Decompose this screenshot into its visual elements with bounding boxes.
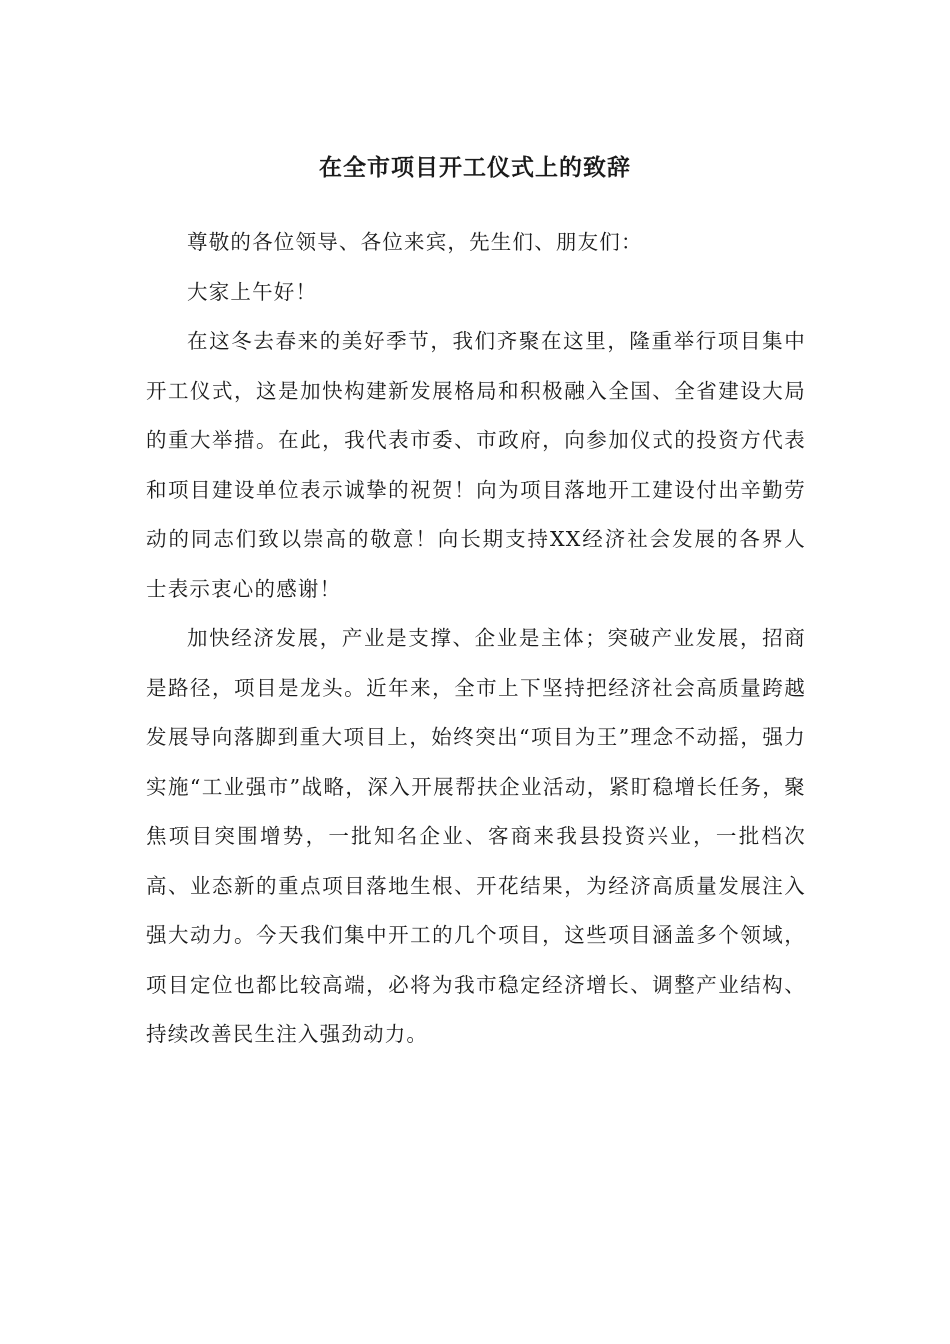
salutation-paragraph: 尊敬的各位领导、各位来宾，先生们、朋友们： — [187, 230, 643, 254]
body-paragraph: 在这冬去春来的美好季节，我们齐聚在这里，隆重举行项目集中开工仪式，这是加快构建新发展格局和积极融入全国、全省建设大局的重大举措。在此，我代表市委、市政府，向参加仪式的投资方代表和项目建设单位表示诚挚的祝贺！向为项目落地开工建设付出辛勤劳动的同志们致以崇高的敬意！向长期支持XX经济社会发展的各界人士表示衷心的感谢！ — [146, 329, 806, 601]
greeting-paragraph: 大家上午好！ — [187, 279, 318, 304]
document-title: 在全市项目开工仪式上的致辞 — [319, 154, 631, 181]
document-body — [146, 218, 806, 1060]
body-paragraph: 加快经济发展，产业是支撑、企业是主体；突破产业发展，招商是路径，项目是龙头。近年来，全市上下坚持把经济社会高质量跨越发展导向落脚到重大项目上，始终突出“项目为王”理念不动摇，强力实施“工业强市”战略，深入开展帮扶企业活动，紧盯稳增长任务，聚焦项目突围增势，一批知名企业、客商来我县投资兴业，一批档次高、业态新的重点项目落地生根、开花结果，为经济高质量发展注入强大动力。今天我们集中开工的几个项目，这些项目涵盖多个领域，项目定位也都比较高端，必将为我市稳定经济增长、调整产业结构、持续改善民生注入强劲动力。 — [146, 626, 806, 1046]
